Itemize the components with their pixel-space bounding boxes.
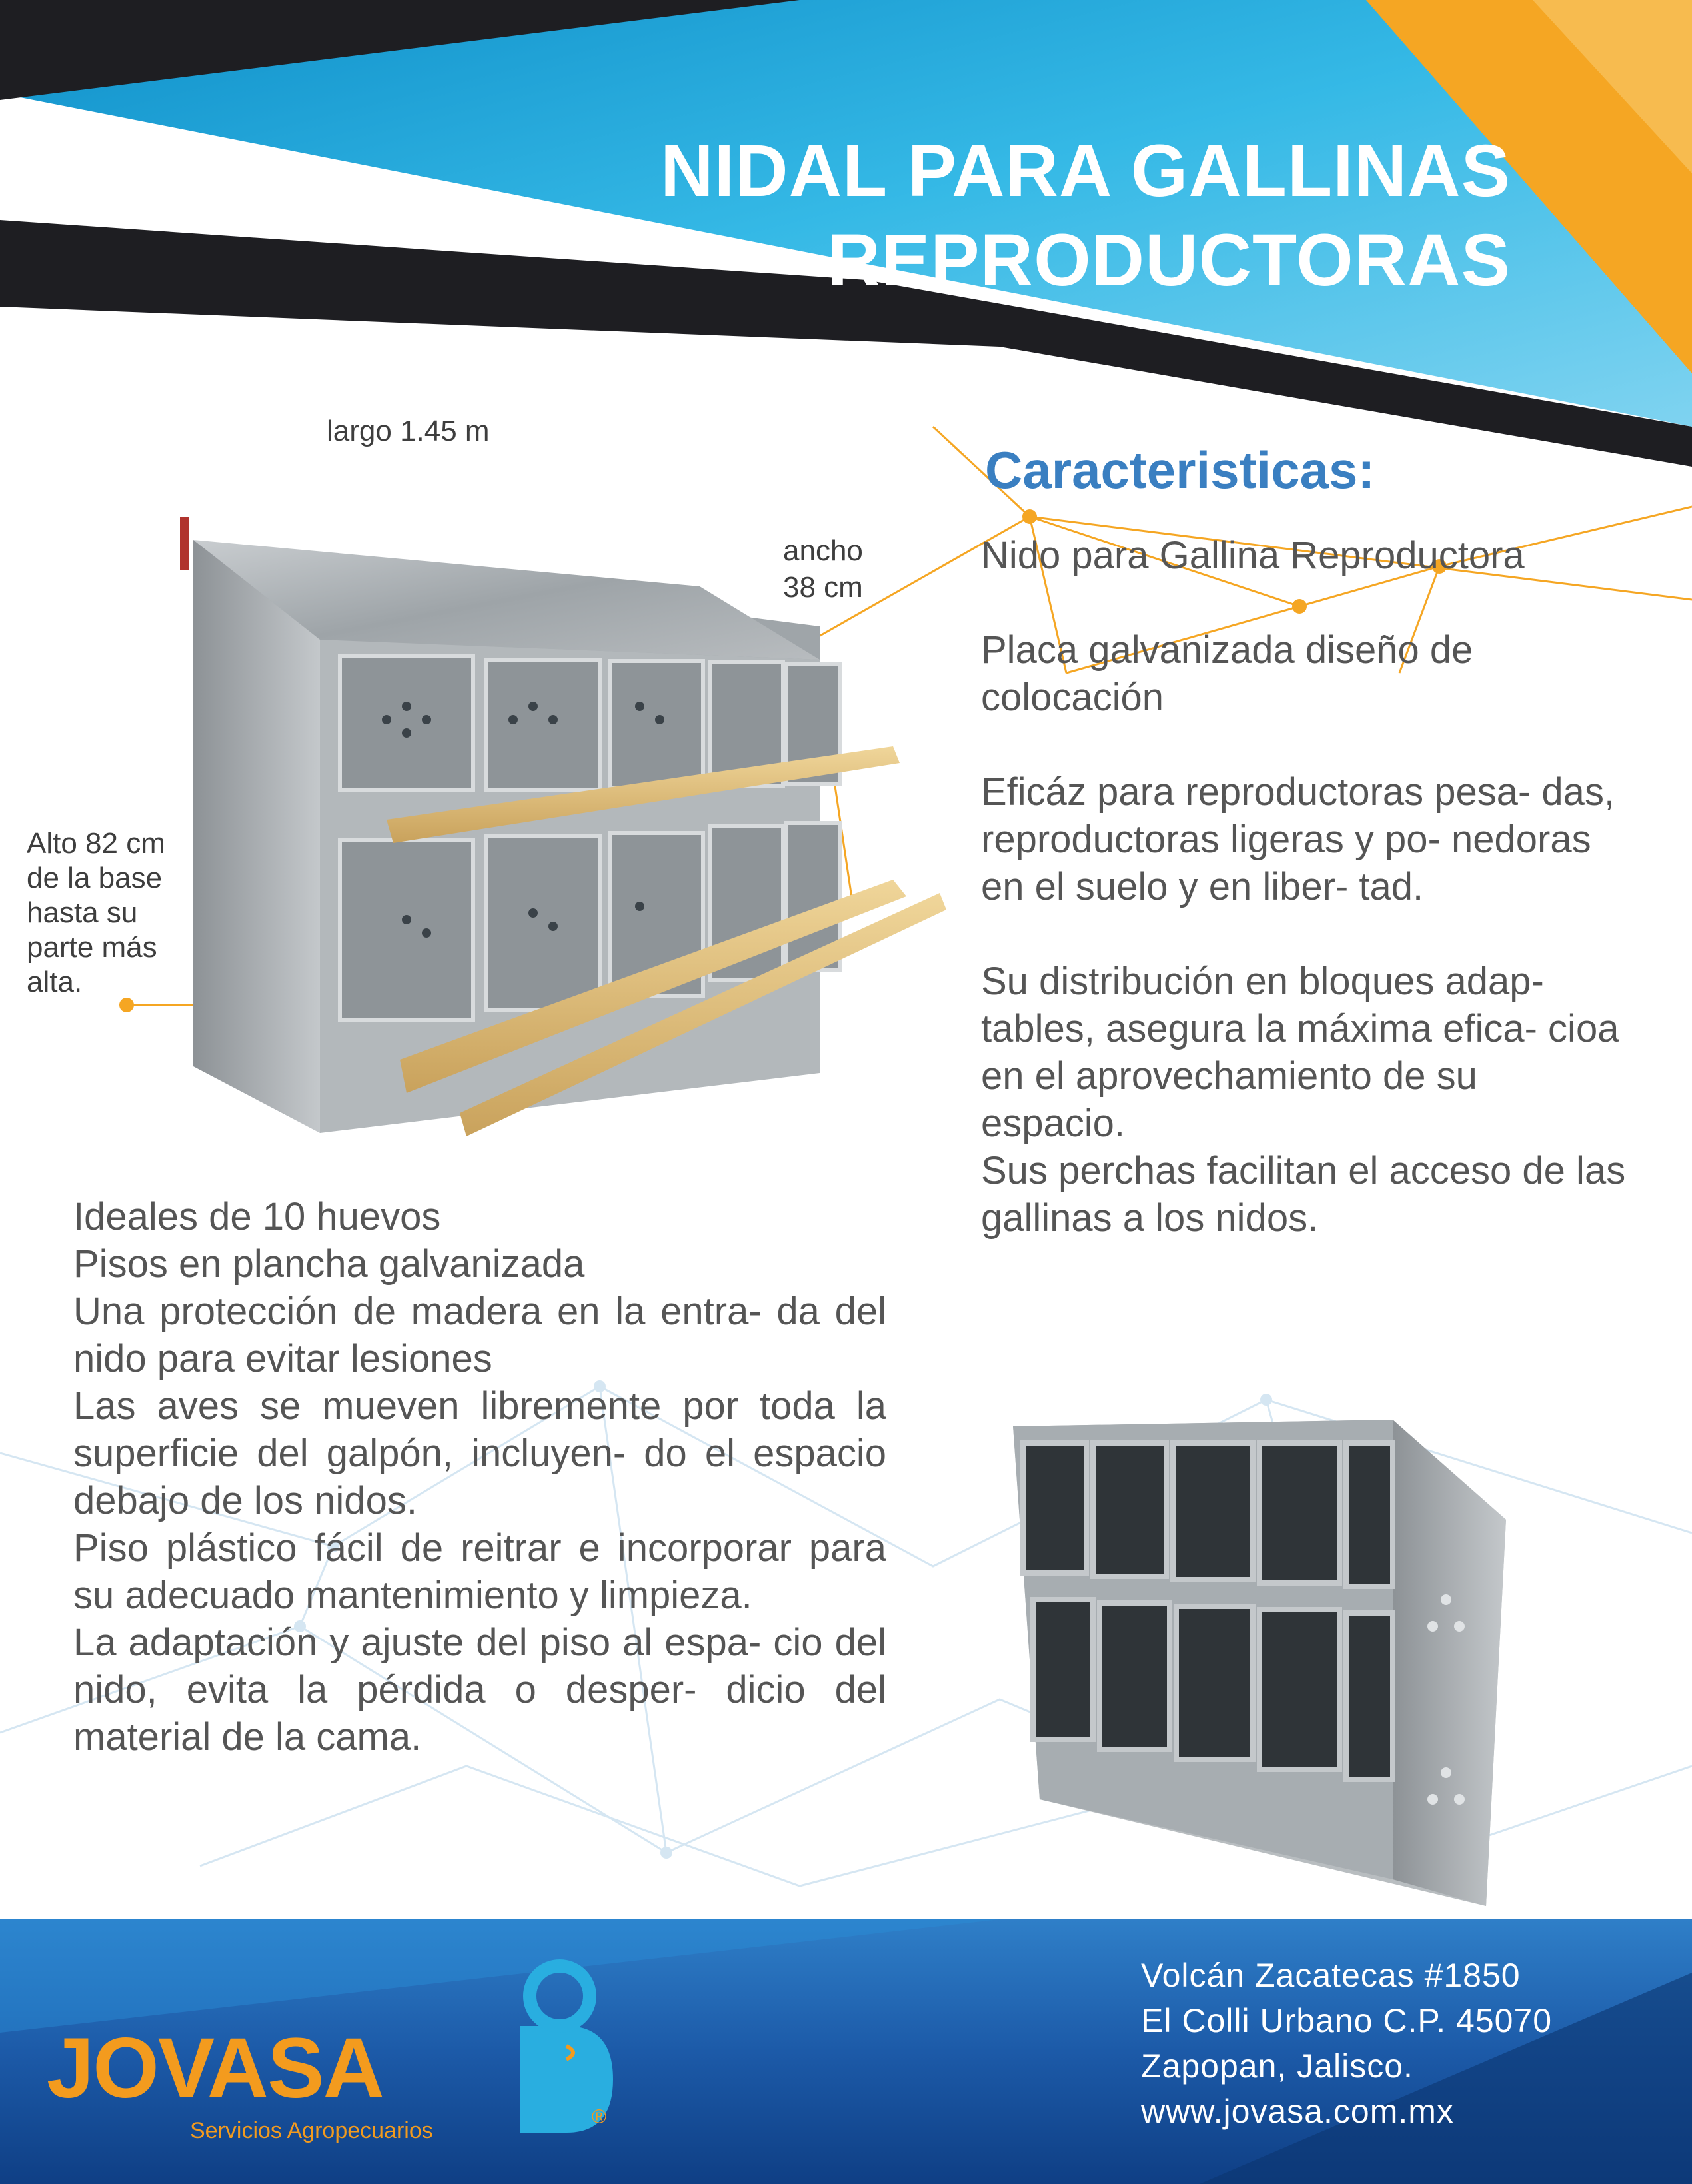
nest-box-front-photo bbox=[180, 517, 946, 1136]
height-label bbox=[27, 826, 165, 1000]
contact-address bbox=[1141, 1953, 1552, 2134]
height-label-line: Alto 82 cm bbox=[27, 827, 165, 860]
width-label-1: ancho bbox=[783, 535, 863, 567]
feature-item: espacio. bbox=[981, 1102, 1126, 1145]
title-line-1: NIDAL PARA GALLINAS bbox=[660, 130, 1511, 212]
feature-item: Eficáz para reproductoras pesa- das, reproductoras ligeras y po- nedoras en el suelo y en liber- tad. bbox=[981, 770, 1615, 908]
page-title bbox=[660, 127, 1511, 305]
company-logo: JOVASA bbox=[47, 2021, 383, 2116]
height-label-line: alta. bbox=[27, 966, 83, 998]
address-line: El Colli Urbano C.P. 45070 bbox=[1141, 2002, 1553, 2039]
nest-box-back-photo bbox=[1013, 1420, 1506, 1906]
feature-item: Nido para Gallina Reproductora bbox=[981, 534, 1525, 577]
height-label-line: de la base bbox=[27, 862, 163, 894]
address-line: Zapopan, Jalisco. bbox=[1141, 2047, 1413, 2085]
company-tagline: Servicios Agropecuarios bbox=[190, 2118, 433, 2143]
address-line: Volcán Zacatecas #1850 bbox=[1141, 1957, 1521, 1994]
feature-item: Su distribución en bloques adap- tables, asegura la máxima efica- cioa en el aprovechamiento de su bbox=[981, 960, 1619, 1098]
features-list bbox=[981, 532, 1641, 1242]
website-link[interactable]: www.jovasa.com.mx bbox=[1141, 2093, 1454, 2130]
feature-item: Sus perchas facilitan el acceso de las gallinas a los nidos. bbox=[981, 1149, 1626, 1240]
title-line-2: REPRODUCTORAS bbox=[827, 219, 1511, 301]
benefit-item: Las aves se mueven libremente por toda la superficie del galpón, incluyen- do el espacio debajo de los nidos. bbox=[73, 1384, 886, 1522]
benefit-item: Pisos en plancha galvanizada bbox=[73, 1242, 585, 1286]
benefit-item: Una protección de madera en la entra- da del nido para evitar lesiones bbox=[73, 1290, 886, 1380]
benefit-item: Ideales de 10 huevos bbox=[73, 1195, 441, 1238]
width-label-2: 38 cm bbox=[783, 571, 863, 604]
features-heading: Caracteristicas: bbox=[985, 441, 1375, 499]
height-label-line: parte más bbox=[27, 931, 157, 964]
benefit-item: Piso plástico fácil de reitrar e incorporar para su adecuado mantenimiento y limpieza. bbox=[73, 1526, 886, 1617]
feature-item: Placa galvanizada diseño de colocación bbox=[981, 628, 1473, 719]
benefit-item: La adaptación y ajuste del piso al espa- cio del nido, evita la pérdida o desper- dicio del material de la cama. bbox=[73, 1621, 886, 1759]
length-label: largo 1.45 m bbox=[327, 415, 490, 447]
height-label-line: hasta su bbox=[27, 896, 138, 929]
registered-mark: ® bbox=[592, 2106, 607, 2128]
benefits-list bbox=[73, 1193, 886, 1761]
